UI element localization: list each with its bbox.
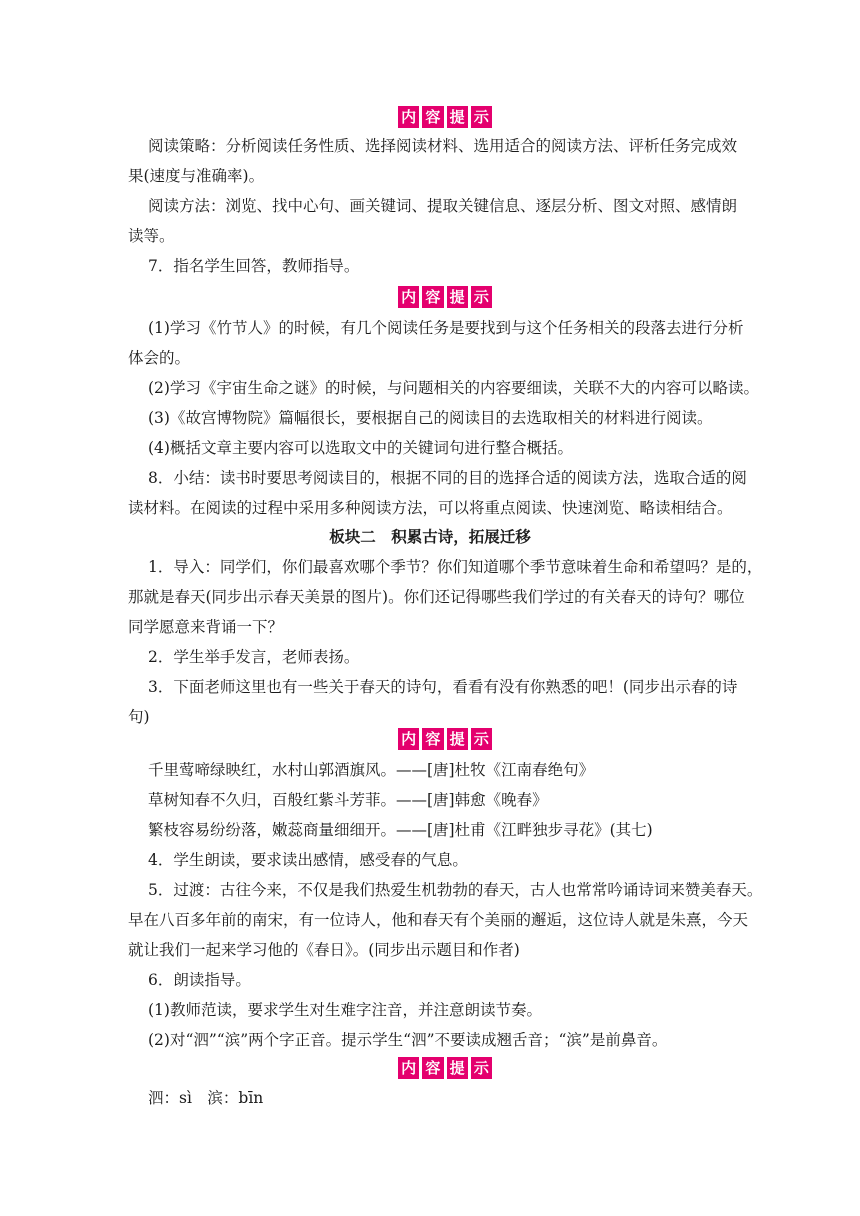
text-line: 2．学生举手发言，老师表扬。 xyxy=(148,648,360,666)
badge-char: 容 xyxy=(422,728,443,750)
badge-char: 示 xyxy=(471,1057,492,1079)
badge-char: 容 xyxy=(422,1057,443,1079)
badge-char: 提 xyxy=(447,1057,468,1079)
text-line: 1．导入：同学们，你们最喜欢哪个季节？你们知道哪个季节意味着生命和希望吗？是的， xyxy=(148,558,763,576)
text-line: (2)对“泗”“滨”两个字正音。提示学生“泗”不要读成翘舌音；“滨”是前鼻音。 xyxy=(148,1031,668,1049)
pinyin-line: 泗：sì 滨：bīn xyxy=(148,1089,264,1107)
badge-char: 示 xyxy=(471,106,492,128)
text-line: 果(速度与准确率)。 xyxy=(128,167,265,185)
text-line: 7．指名学生回答，教师指导。 xyxy=(148,257,360,275)
text-line: 句) xyxy=(128,708,150,726)
badge-char: 示 xyxy=(471,286,492,308)
content-tip-badge xyxy=(398,728,492,750)
badge-char: 容 xyxy=(422,106,443,128)
text-line: 读材料。在阅读的过程中采用多种阅读方法，可以将重点阅读、快速浏览、略读相结合。 xyxy=(128,499,733,517)
badge-char: 内 xyxy=(398,106,419,128)
text-line: (1)学习《竹节人》的时候，有几个阅读任务是要找到与这个任务相关的段落去进行分析 xyxy=(148,319,744,337)
poem-line: 草树知春不久归，百般红紫斗芳菲。——[唐]韩愈《晚春》 xyxy=(148,791,548,809)
text-line: 早在八百多年前的南宋，有一位诗人，他和春天有个美丽的邂逅，这位诗人就是朱熹，今天 xyxy=(128,911,749,929)
content-tip-badge xyxy=(398,1057,492,1079)
badge-char: 内 xyxy=(398,1057,419,1079)
text-line: 读等。 xyxy=(128,227,175,245)
content-tip-badge xyxy=(398,286,492,308)
text-line: 6．朗读指导。 xyxy=(148,971,251,989)
poem-line: 繁枝容易纷纷落，嫩蕊商量细细开。——[唐]杜甫《江畔独步寻花》(其七) xyxy=(148,821,653,839)
text-line: (2)学习《宇宙生命之谜》的时候，与问题相关的内容要细读，关联不大的内容可以略读。 xyxy=(148,379,759,397)
text-line: 就让我们一起来学习他的《春日》。(同步出示题目和作者) xyxy=(128,941,520,959)
text-line: 4．学生朗读，要求读出感情，感受春的气息。 xyxy=(148,851,468,869)
text-line: 体会的。 xyxy=(128,349,191,367)
badge-char: 提 xyxy=(447,286,468,308)
text-line: (3)《故宫博物院》篇幅很长，要根据自己的阅读目的去选取相关的材料进行阅读。 xyxy=(148,409,713,427)
badge-char: 示 xyxy=(471,728,492,750)
badge-char: 容 xyxy=(422,286,443,308)
badge-char: 内 xyxy=(398,286,419,308)
text-line: 阅读方法：浏览、找中心句、画关键词、提取关键信息、逐层分析、图文对照、感情朗 xyxy=(148,197,738,215)
text-line: 那就是春天(同步出示春天美景的图片)。你们还记得哪些我们学过的有关春天的诗句？哪位 xyxy=(128,588,745,606)
text-line: 同学愿意来背诵一下？ xyxy=(128,618,284,636)
text-line: 3．下面老师这里也有一些关于春天的诗句，看看有没有你熟悉的吧！(同步出示春的诗 xyxy=(148,678,738,696)
text-line: 阅读策略：分析阅读任务性质、选择阅读材料、选用适合的阅读方法、评析任务完成效 xyxy=(148,137,738,155)
section-heading: 板块二 积累古诗，拓展迁移 xyxy=(329,527,531,546)
text-line: 5．过渡：古往今来，不仅是我们热爱生机勃勃的春天，古人也常常吟诵诗词来赞美春天。 xyxy=(148,881,763,899)
text-line: (4)概括文章主要内容可以选取文中的关键词句进行整合概括。 xyxy=(148,439,573,457)
badge-char: 提 xyxy=(447,106,468,128)
text-line: 8．小结：读书时要思考阅读目的，根据不同的目的选择合适的阅读方法，选取合适的阅 xyxy=(148,469,747,487)
badge-char: 提 xyxy=(447,728,468,750)
text-line: (1)教师范读，要求学生对生难字注音，并注意朗读节奏。 xyxy=(148,1001,542,1019)
content-tip-badge xyxy=(398,106,492,128)
badge-char: 内 xyxy=(398,728,419,750)
poem-line: 千里莺啼绿映红，水村山郭酒旗风。——[唐]杜牧《江南春绝句》 xyxy=(148,761,595,779)
